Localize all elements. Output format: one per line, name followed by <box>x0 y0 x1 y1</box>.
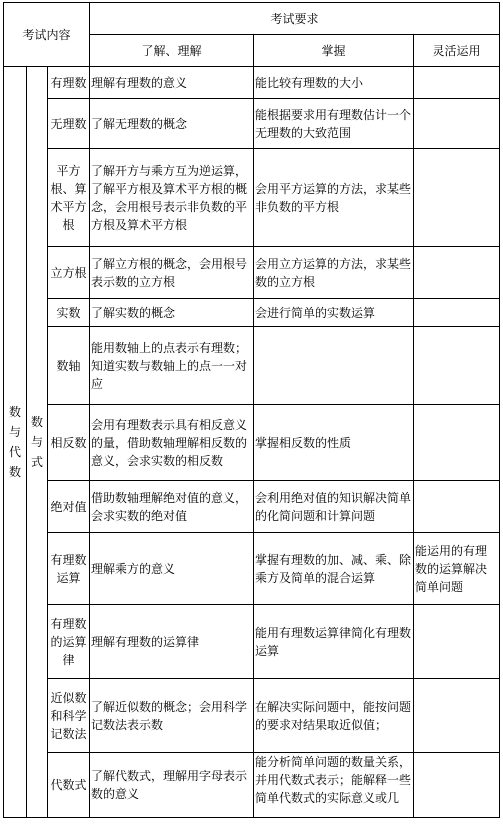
table-row <box>4 99 500 149</box>
topic-cell: 近似数和科学记数法 <box>48 679 90 753</box>
table-row <box>4 247 500 299</box>
master-cell: 会用立方运算的方法，求某些数的立方根 <box>254 247 414 299</box>
topic-cell: 代数式 <box>48 753 90 818</box>
subdomain-label: 数 与 式 <box>27 67 48 818</box>
understand-cell: 了解开方与乘方互为逆运算，了解平方根及算术平方根的概念，会用根号表示非负数的平方根及算术平方根 <box>90 149 254 247</box>
master-cell-text: 能分析简单问题的数量关系，并用代数式表示；能解释一些简单代数式的实际意义或几 <box>255 755 412 805</box>
topic-cell: 无理数 <box>48 99 90 149</box>
apply-cell <box>414 605 500 679</box>
understand-cell: 了解无理数的概念 <box>90 99 254 149</box>
understand-cell: 了解立方根的概念，会用根号表示数的立方根 <box>90 247 254 299</box>
master-cell: 掌握相反数的性质 <box>254 405 414 481</box>
table-row <box>4 149 500 247</box>
table-row <box>4 605 500 679</box>
understand-cell: 会用有理数表示具有相反意义的量，借助数轴理解相反数的意义，会求实数的相反数 <box>90 405 254 481</box>
topic-cell: 实数 <box>48 299 90 327</box>
apply-cell <box>414 753 500 818</box>
apply-cell <box>414 405 500 481</box>
understand-cell: 了解近似数的概念；会用科学记数法表示数 <box>90 679 254 753</box>
table-row <box>4 299 500 327</box>
master-cell: 会利用绝对值的知识解决简单的化简问题和计算问题 <box>254 481 414 533</box>
exam-requirements-table <box>3 2 500 818</box>
apply-cell <box>414 67 500 99</box>
apply-cell <box>414 99 500 149</box>
understand-cell: 理解有理数的运算律 <box>90 605 254 679</box>
table-row <box>4 481 500 533</box>
header-content: 考试内容 <box>4 3 90 67</box>
table-row <box>4 533 500 605</box>
domain-label: 数 与 代 数 <box>4 67 27 818</box>
topic-cell: 有理数的运算律 <box>48 605 90 679</box>
master-cell: 在解决实际问题中，能按问题的要求对结果取近似值； <box>254 679 414 753</box>
topic-cell: 有理数 <box>48 67 90 99</box>
master-cell: 能根据要求用有理数估计一个无理数的大致范围 <box>254 99 414 149</box>
header-apply: 灵活运用 <box>414 35 500 67</box>
header-row-top <box>4 3 500 35</box>
topic-cell: 相反数 <box>48 405 90 481</box>
understand-cell: 借助数轴理解绝对值的意义，会求实数的绝对值 <box>90 481 254 533</box>
understand-cell: 了解代数式，理解用字母表示数的意义 <box>90 753 254 818</box>
header-master: 掌握 <box>254 35 414 67</box>
apply-cell <box>414 299 500 327</box>
topic-cell: 有理数运算 <box>48 533 90 605</box>
topic-cell: 平方根、算术平方根 <box>48 149 90 247</box>
topic-cell: 数轴 <box>48 327 90 405</box>
apply-cell <box>414 481 500 533</box>
master-cell: 会进行简单的实数运算 <box>254 299 414 327</box>
apply-cell <box>414 247 500 299</box>
master-cell: 掌握有理数的加、减、乘、除乘方及简单的混合运算 <box>254 533 414 605</box>
header-requirements: 考试要求 <box>90 3 500 35</box>
table-row <box>4 405 500 481</box>
apply-cell: 能运用的有理数的运算解决简单问题 <box>414 533 500 605</box>
header-understand: 了解、理解 <box>90 35 254 67</box>
master-cell <box>254 753 414 818</box>
apply-cell <box>414 149 500 247</box>
table-row <box>4 67 500 99</box>
master-cell: 能用有理数运算律简化有理数运算 <box>254 605 414 679</box>
topic-cell: 绝对值 <box>48 481 90 533</box>
apply-cell <box>414 679 500 753</box>
understand-cell: 理解有理数的意义 <box>90 67 254 99</box>
understand-cell: 能用数轴上的点表示有理数；知道实数与数轴上的点一一对应 <box>90 327 254 405</box>
topic-cell: 立方根 <box>48 247 90 299</box>
table-row <box>4 327 500 405</box>
table-row <box>4 753 500 818</box>
understand-cell: 了解实数的概念 <box>90 299 254 327</box>
master-cell: 会用平方运算的方法，求某些非负数的平方根 <box>254 149 414 247</box>
master-cell: 能比较有理数的大小 <box>254 67 414 99</box>
understand-cell: 理解乘方的意义 <box>90 533 254 605</box>
apply-cell <box>414 327 500 405</box>
table-row <box>4 679 500 753</box>
master-cell <box>254 327 414 405</box>
